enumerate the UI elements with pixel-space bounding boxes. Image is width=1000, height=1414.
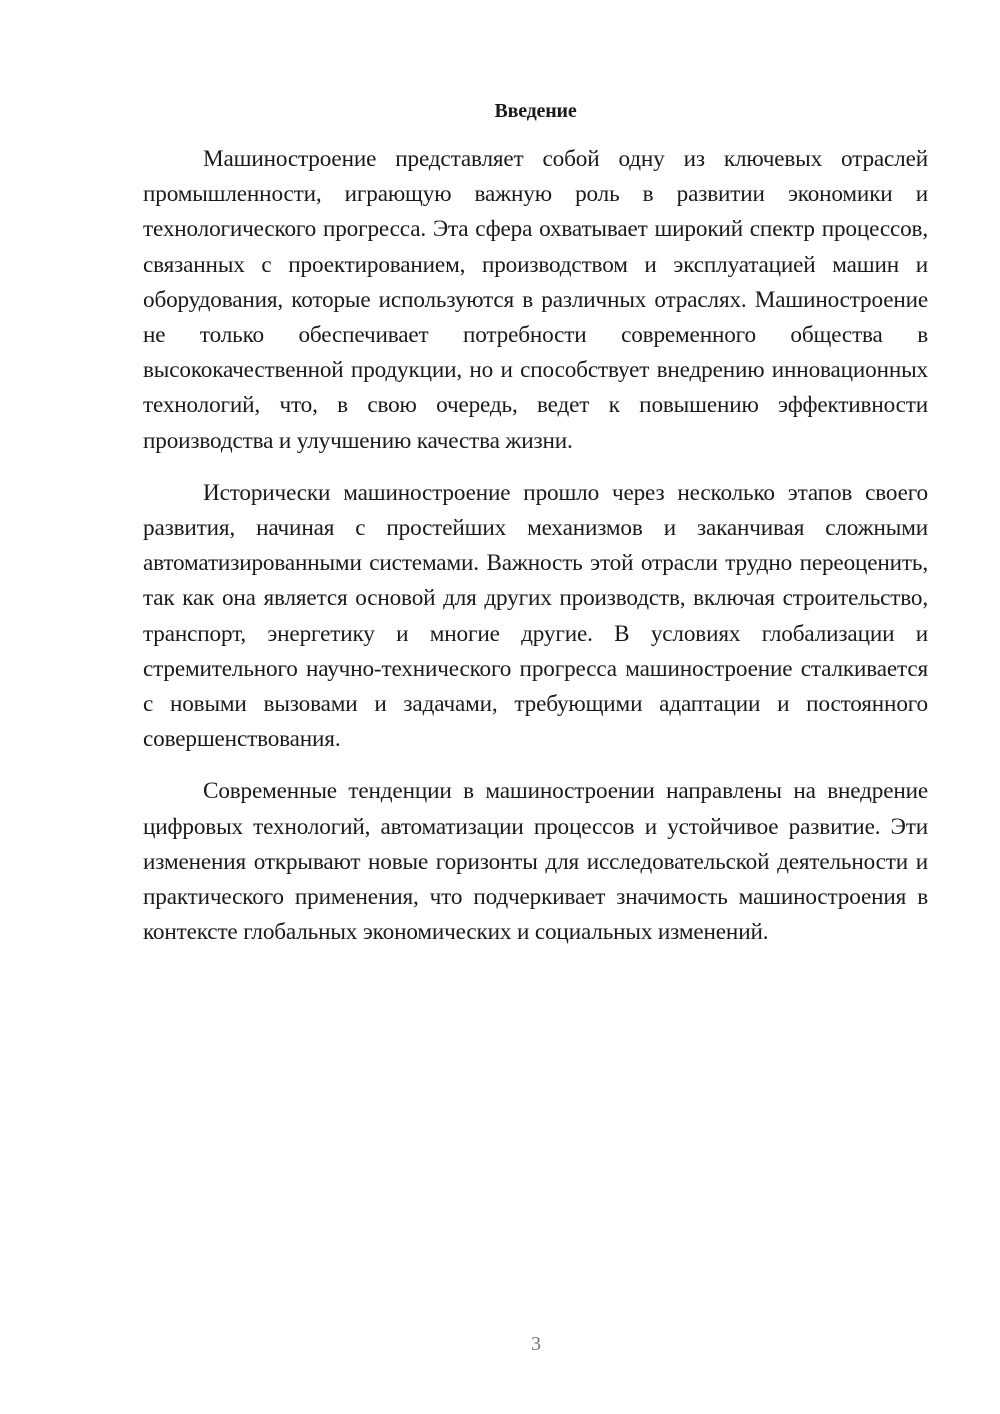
paragraph-history: Исторически машиностроение прошло через несколько этапов своего развития, начиная с простейших механизмов и заканчивая сложными автоматизированными системами. Важность этой отрасли трудно переоценить, так как она является основой для других производств, включая строительство, транспорт, энергетику и многие другие. В условиях глобализации и стремительного научно-технического прогресса машиностроение сталкивается с новыми вызовами и задачами, требующими адаптации и постоянного совершенствования. — [143, 479, 928, 753]
section-title: Введение — [494, 100, 577, 122]
document-body — [143, 142, 928, 950]
paragraph-trends: Современные тенденции в машиностроении направлены на внедрение цифровых технологий, автоматизации процессов и устойчивое развитие. Эти изменения открывают новые горизонты для исследовательской деятельности и практического применения, что подчеркивает значимость машиностроения в контексте глобальных экономических и социальных изменений. — [143, 778, 928, 946]
paragraph-intro: Машиностроение представляет собой одну из ключевых отраслей промышленности, играющую важную роль в развитии экономики и технологического прогресса. Эта сфера охватывает широкий спектр процессов, связанных с проектированием, производством и эксплуатацией машин и оборудования, которые используются в различных отраслях. Машиностроение не только обеспечивает потребности современного общества в высококачественной продукции, но и способствует внедрению инновационных технологий, что, в свою очередь, ведет к повышению эффективности производства и улучшению качества жизни. — [143, 146, 928, 454]
page-number: 3 — [531, 1333, 541, 1355]
